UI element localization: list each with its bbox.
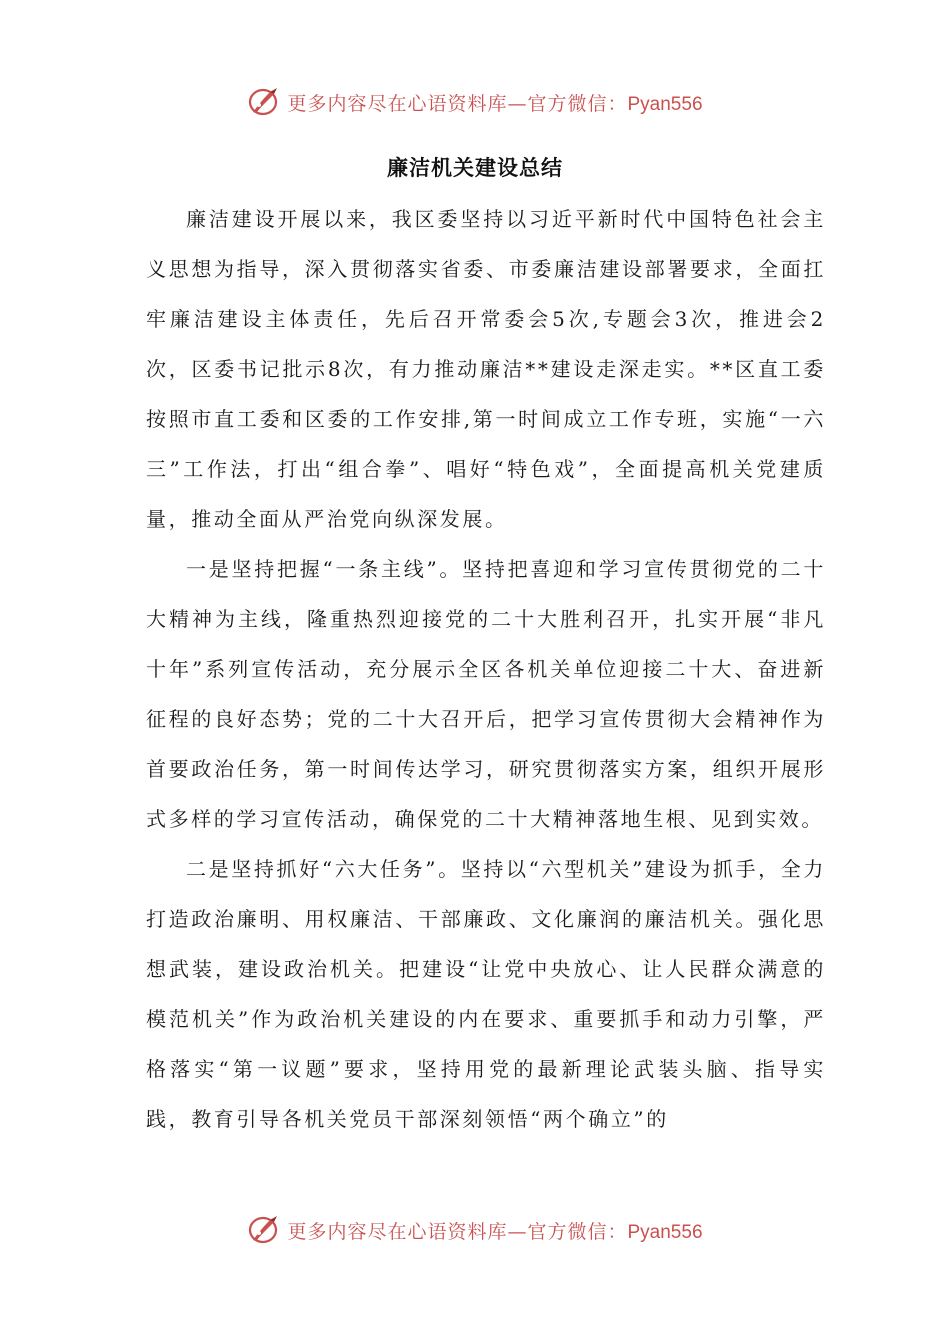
paragraph-six-tasks: 二是坚持抓好“六大任务”。坚持以“六型机关”建设为抓手，全力打造政治廉明、用权廉洁、干部廉政、文化廉润的廉洁机关。强化思想武装，建设政治机关。把建设“让党中央放心、让人民群众满意的模范机关”作为政治机关建设的内在要求、重要抓手和动力引擎，严格落实“第一议题”要求，坚持用党的最新理论武装头脑、指导实践，教育引导各机关党员干部深刻领悟“两个确立”的 (146, 857, 826, 1131)
header-banner (0, 82, 950, 122)
pen-logo-icon (247, 85, 281, 119)
header-banner-id: Pyan556 (627, 93, 703, 115)
footer-banner-text: 更多内容尽在心语资料库—官方微信：Pyan556 (287, 1220, 703, 1243)
header-banner-text: 更多内容尽在心语资料库—官方微信：Pyan556 (287, 92, 703, 115)
paragraph-main-line: 一是坚持把握“一条主线”。坚持把喜迎和学习宣传贯彻党的二十大精神为主线，隆重热烈迎接党的二十大胜利召开，扎实开展“非凡十年”系列宣传活动，充分展示全区各机关单位迎接二十大、奋进新征程的良好态势；党的二十大召开后，把学习宣传贯彻大会精神作为首要政治任务，第一时间传达学习，研究贯彻落实方案，组织开展形式多样的学习宣传活动，确保党的二十大精神落地生根、见到实效。 (146, 557, 826, 831)
paragraph-intro: 廉洁建设开展以来，我区委坚持以习近平新时代中国特色社会主义思想为指导，深入贯彻落实省委、市委廉洁建设部署要求，全面扛牢廉洁建设主体责任，先后召开常委会5次,专题会3次，推进会2次，区委书记批示8次，有力推动廉洁**建设走深走实。**区直工委按照市直工委和区委的工作安排,第一时间成立工作专班，实施“一六三”工作法，打出“组合拳”、唱好“特色戏”，全面提高机关党建质量，推动全面从严治党向纵深发展。 (146, 207, 826, 531)
footer-banner-id: Pyan556 (627, 1221, 703, 1243)
document-body (146, 194, 826, 1144)
document-title: 廉洁机关建设总结 (387, 156, 563, 180)
pen-logo-icon (247, 1213, 281, 1247)
footer-banner (0, 1210, 950, 1250)
